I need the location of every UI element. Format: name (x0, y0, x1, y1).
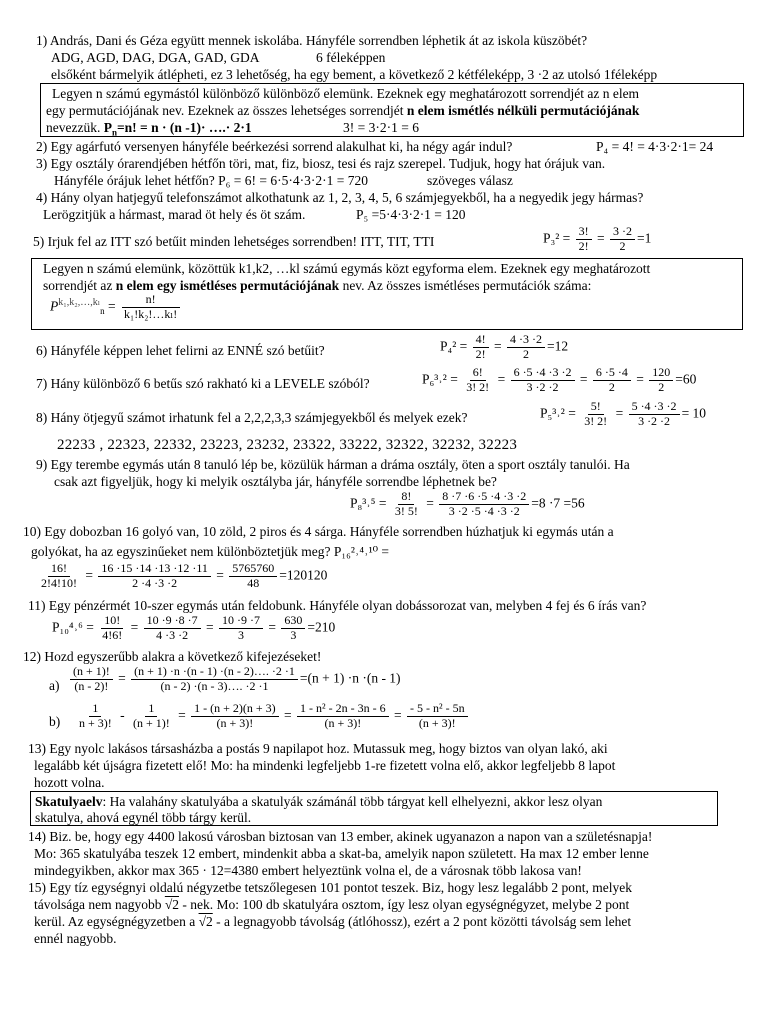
q3-line2: Hányféle órájuk lehet hétfőn? P₆ = 6! = 6·5·4·3·2·1 = 720 (54, 173, 368, 188)
q10-formula: $\frac{16!}{2!4!10!}$ = $\frac{16 \cdot 15 \cdot 14 \cdot 13 \cdot 12 \cdot 11}{2 \cdot 4 \cdot 3 \cdot 2}$ = $\frac{5765760}{48}$ =120120 (41, 561, 328, 590)
box1-line3-text: nevezzük. (46, 120, 104, 135)
q8-text: 8) Hány ötjegyű számot irhatunk fel a 2,2,2,3,3 számjegyekből és melyek ezek? (36, 410, 468, 425)
q3-line2-note: szöveges válasz (427, 173, 513, 188)
box2-formula: $P^{k_1,k_2,\dots,k_l}_n$ = $\frac{n!}{\text{k₁!k₂!…kₗ!}}$ (50, 293, 182, 322)
q13-line3: hozott volna. (34, 775, 105, 790)
q1-line2-answer: 6 féleképpen (316, 50, 386, 65)
box1-example: 3! = 3·2·1 = 6 (343, 120, 419, 135)
q5-formula: P₃² = $\frac{3!}{2!}$ = $\frac{3 \cdot 2}{2}$ =1 (543, 224, 652, 253)
box1-pn-symbol: P (103, 120, 112, 135)
box1-pn-sub: n (111, 127, 117, 138)
q1-line1: 1) András, Dani és Géza együtt mennek iskolába. Hányféle sorrendben léphetik át az iskola küszöbét? (36, 33, 588, 48)
q11-formula: P₁₀⁴˒⁶ = $\frac{10!}{4!6!}$ = $\frac{10 \cdot 9 \cdot 8 \cdot 7}{4 \cdot 3 \cdot 2}$ = $\frac{10 \cdot 9 \cdot 7}{3}$ = $\frac{630}{3}$ =210 (52, 613, 336, 642)
q7-text: 7) Hány különböző 6 betűs szó rakható ki a LEVELE szóból? (36, 376, 370, 391)
q11-text: 11) Egy pénzérmét 10-szer egymás után feldobunk. Hányféle olyan dobássorozat van, melyben 4 fej és 6 írás van? (28, 598, 647, 613)
q12b-formula: $\frac{1}{n + 3)!}$ - $\frac{1}{(n + 1)!}$ = $\frac{1 - (n + 2)(n + 3)}{(n + 3)!}$ = $\frac{\text{1 - n² - 2n - 3n - 6}}{(n + 3)!}$ = $\frac{\text{- 5 - n² - 5n}}{(n + 3)!}$ (74, 702, 470, 731)
box3-line2: skatulya, ahová egynél több tárgy kerül. (35, 810, 252, 825)
q14-line1: 14) Biz. be, hogy egy 4400 lakosú városban biztosan van 13 ember, akinek ugyanazon a napon van a születésnapja! (28, 829, 653, 844)
q14-line3: mindegyikben, akkor max 365 · 12=4380 embert helyeztünk volna el, de a városnak több lakosa van! (34, 863, 582, 878)
q15-line3: kerül. Az egységnégyzetben a √2 - a legnagyobb távolság (átlóhossz), ezért a 2 pont közötti távolság sem lehet (34, 914, 632, 929)
q12a-formula: $\frac{(n + 1)!}{(n - 2)!}$ = $\frac{(n + 1) \cdot n \cdot(n - 1) \cdot(n - 2)\dots. \cdot 2 \cdot 1}{(n - 2) \cdot(n - 3)\dots. \cdot 2 \cdot 1}$ =(n + 1) ·n ·(n - 1) (68, 665, 401, 694)
q3-line1: 3) Egy osztály órarendjében hétfőn töri, mat, fiz, biosz, tesi és rajz szerepel. Tudjuk, hogy hat órájuk van. (36, 156, 606, 171)
q15-line4: ennél nagyobb. (34, 931, 117, 946)
q10-line2: golyókat, ha az egyszinűeket nem különböztetjük meg? P₁₆²˒⁴˒¹⁰ = (31, 544, 390, 559)
q6-text: 6) Hányféle képpen lehet felirni az ENNÉ szó betűit? (36, 343, 325, 358)
box1-line2-bold: n elem ismétlés nélküli permutációjának (406, 103, 640, 118)
box2-line1: Legyen n számú elemünk, közöttük k1,k2, …kl számú egymás közt egyforma elem. Ezeknek egy meghatározott (43, 261, 651, 276)
q5-symbol: P₃² (543, 230, 560, 246)
box1-formula: =n! = n · (n -1)· ….· 2·1 (116, 120, 252, 135)
q13-line1: 13) Egy nyolc lakásos társasházba a postás 9 napilapot hoz. Mutassuk meg, hogy biztos van olyan lakó, aki (28, 741, 608, 756)
q7-formula: P₆³˒² = $\frac{6!}{3! 2!}$ = $\frac{6 \cdot 5 \cdot 4 \cdot 3 \cdot 2}{3 \cdot 2 \cdot 2}$ = $\frac{6 \cdot 5 \cdot 4}{2}$ = $\frac{120}{2}$ =60 (422, 365, 697, 394)
q9-line1: 9) Egy terembe egymás után 8 tanuló lép be, közülük hárman a dráma osztály, öten a sport osztály tanulói. Ha (36, 457, 630, 472)
q4-line2: Lerögzitjük a hármast, marad öt hely és öt szám. (43, 207, 306, 222)
box1-line3 (46, 120, 252, 138)
q14-line2: Mo: 365 skatulyába teszek 12 embert, mindenkit abba a skat-ba, amelyik napon született. Ha max 12 ember lenne (34, 846, 649, 861)
box3-title: Skatulyaelv (35, 794, 103, 809)
box1-line2 (46, 103, 639, 119)
q1-line3: elsőként bármelyik átlépheti, ez 3 lehetőség, ha egy bement, a következő 2 kétféleképp, 3 ·2 az utolsó 1féleképp (51, 67, 658, 82)
q10-line1: 10) Egy dobozban 16 golyó van, 10 zöld, 2 piros és 4 sárga. Hányféle sorrendben húzhatjuk ki egymás után a (23, 524, 614, 539)
q13-line2: legalább két újságra fizetett elő! Mo: ha mindenki legfeljebb 1-re fizetett volna elő, akkor legfeljebb 8 lapot (34, 758, 616, 773)
q4-line1: 4) Hány olyan hatjegyű telefonszámot alkothatunk az 1, 2, 3, 4, 5, 6 számjegyekből, ha a negyedik jegy hármas? (36, 190, 644, 205)
box3-line1: Skatulyaelv: Ha valahány skatulyába a skatulyák számánál több tárgyat kell elhelyezni, akkor lesz olyan (35, 794, 603, 809)
q2-text: 2) Egy agárfutó versenyen hányféle beérkezési sorrend alakulhat ki, ha négy agár indul? (36, 139, 513, 154)
q15-line1: 15) Egy tíz egységnyi oldalú négyzetbe tetszőlegesen 101 pontot teszek. Biz, hogy lesz legalább 2 pont, melyek (28, 880, 632, 895)
q9-formula: P₈³˒⁵ = $\frac{8!}{3! 5!}$ = $\frac{8 \cdot 7 \cdot 6 \cdot 5 \cdot 4 \cdot 3 \cdot 2}{3 \cdot 2 \cdot 5 \cdot 4 \cdot 3 \cdot 2}$ =8 ·7 =56 (350, 489, 585, 518)
q5-text: 5) Irjuk fel az ITT szó betűit minden lehetséges sorrendben! ITT, TIT, TTI (33, 234, 435, 249)
box2-line2: sorrendjét az n elem egy ismétléses permutációjának nev. Az összes ismétléses permutációk száma: (43, 278, 592, 293)
q12b-label: b) (49, 714, 61, 729)
q2-answer: P₄ = 4! = 4·3·2·1= 24 (596, 139, 714, 154)
q6-formula: P₄² = $\frac{4!}{2!}$ = $\frac{4 \cdot 3 \cdot 2}{2}$ =12 (440, 332, 569, 361)
box1-line1: Legyen n számú egymástól különböző különböző elemünk. Ezeknek egy meghatározott sorrendjét az n elem (52, 86, 640, 101)
q8-formula: P₅³˒² = $\frac{5!}{3! 2!}$ = $\frac{5 \cdot 4 \cdot 3 \cdot 2}{3 \cdot 2 \cdot 2}$ = 10 (540, 399, 707, 428)
q4-line2-formula: P₅ =5·4·3·2·1 = 120 (356, 207, 466, 222)
q12a-label: a) (49, 678, 60, 693)
q1-line2: ADG, AGD, DAG, DGA, GAD, GDA (51, 50, 260, 65)
q8-list: 22233 , 22323, 22332, 23223, 23232, 23322, 33222, 32322, 32232, 32223 (57, 437, 518, 453)
q15-line2: távolsága nem nagyobb √2 - nek. Mo: 100 db skatulyára osztom, így lesz olyan egységnégyzet, melybe 2 pont (34, 897, 630, 912)
q12-text: 12) Hozd egyszerűbb alakra a következő kifejezéseket! (23, 649, 322, 664)
q9-line2: csak azt figyeljük, hogy ki melyik osztályba jár, hányféle sorrendbe léphetnek be? (54, 474, 497, 489)
box1-line2-text: egy permutációjának nev. Ezeknek az összes lehetséges sorrendjét (46, 103, 407, 118)
